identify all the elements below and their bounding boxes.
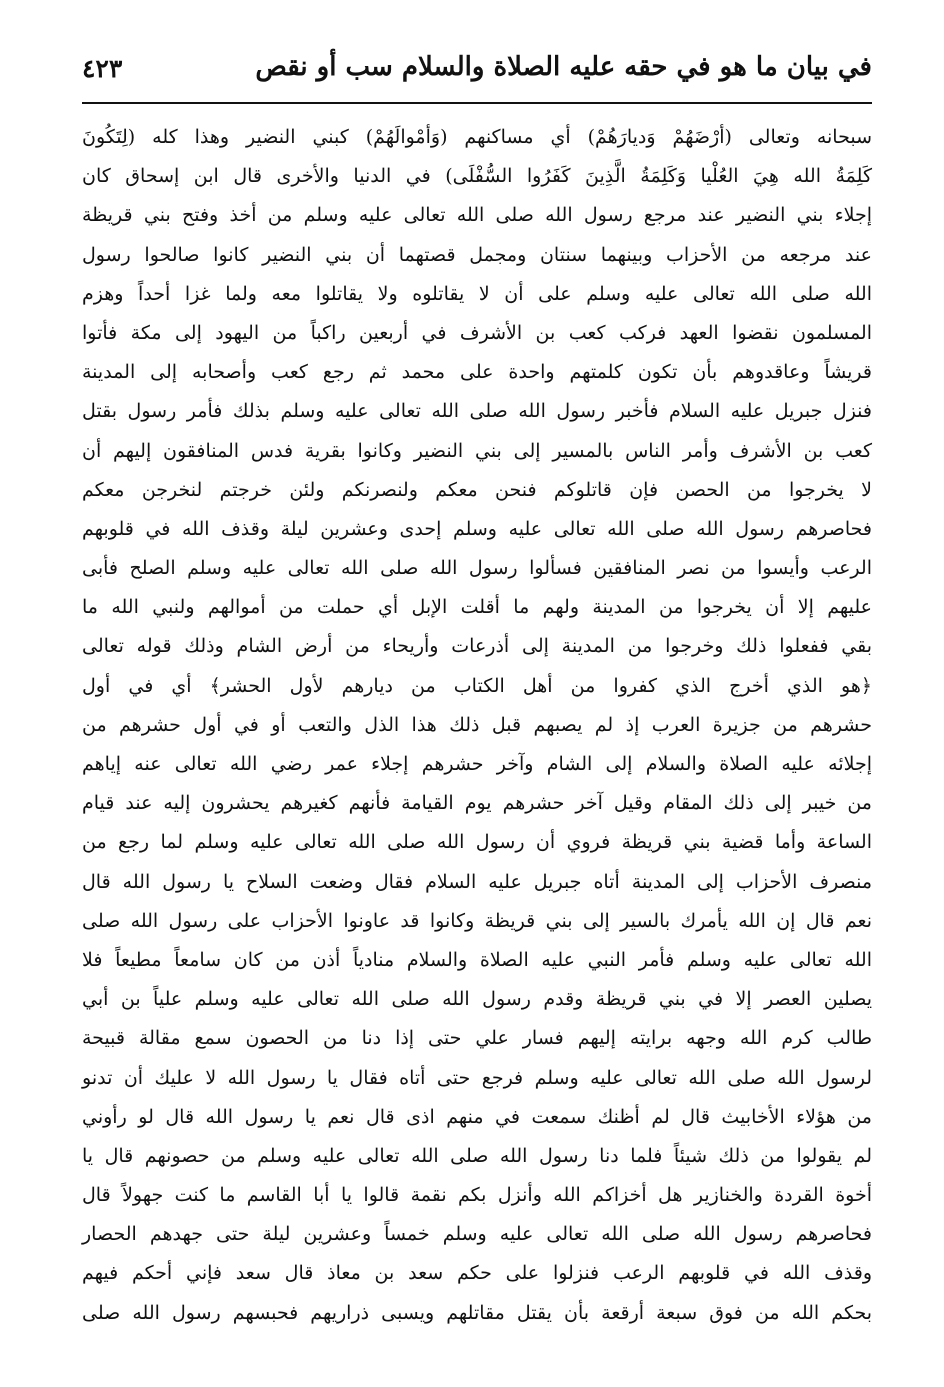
text-line: بقي ففعلوا ذلك وخرجوا من المدينة إلى أذرعات وأريحاء من أرض الشام وذلك قوله تعالى <box>82 635 872 658</box>
text-line: نعم قال إن الله يأمرك بالسير إلى بني قريظة وكانوا قد عاونوا الأحزاب على رسول الله صلى <box>82 909 872 932</box>
text-line: وقذف الله في قلوبهم الرعب فنزلوا على حكم سعد بن معاذ قال سعد فإني أحكم فيهم <box>82 1262 872 1285</box>
text-line: يصلين العصر إلا في بني قريظة وقدم رسول الله صلى الله تعالى عليه وسلم علياً بن أبي <box>82 988 872 1011</box>
text-line: كَلِمَةُ الله هِيَ العُلْيا وَكَلِمَةُ الَّذِينَ كَفَرُوا السُّفْلَى) في الدنيا والأخرى قال ابن إسحاق كان <box>82 165 872 188</box>
body-text <box>82 118 872 1333</box>
text-line: سبحانه وتعالى (أرْضَهُمْ وَديارَهُمْ) أي مساكنهم (وَأمْوالَهُمْ) كبني النضير وهذا كله (لِتَكُونَ <box>82 126 872 148</box>
text-line: إجلائه عليه الصلاة والسلام إلى الشام وآخر حشرهم إجلاء عمر رضي الله تعالى عنه إياهم <box>82 753 872 775</box>
text-line: الرعب وأيسوا من نصر المنافقين فسألوا رسول الله صلى الله تعالى عليه وسلم الصلح فأبى <box>82 557 872 580</box>
text-line: عند مرجعه من الأحزاب وبينهما سنتان ومجمل قصتهما أن بني النضير كانوا صالحوا رسول <box>82 243 872 266</box>
text-line: طالب كرم الله وجهه برايته إليهم فسار علي حتى إذا دنا من الحصون سمع مقالة قبيحة <box>82 1027 873 1050</box>
text-line: منصرف الأحزاب إلى المدينة أتاه جبريل عليه السلام فقال وضعت السلاح يا رسول الله قال <box>82 870 872 893</box>
header-divider <box>82 102 872 104</box>
text-line: فحاصرهم رسول الله صلى الله تعالى عليه وسلم إحدى وعشرين ليلة وقذف الله في قلوبهم <box>82 517 872 540</box>
text-line: من هؤلاء الأخابيث قال لم أظنك سمعت في منهم اذى قال نعم يا رسول الله قال لو رأوني <box>82 1105 872 1128</box>
page-header <box>82 50 872 94</box>
text-line: من خيبر إلى ذلك المقام وقيل آخر حشرهم يوم القيامة فأنهم كغيرهم يحشرون إليه عند قيام <box>82 792 872 815</box>
text-line: الساعة وأما قضية بني قريظة فروي أن رسول الله صلى الله تعالى عليه وسلم لما رجع من <box>82 831 872 854</box>
text-line: الله تعالى عليه وسلم فأمر النبي عليه الصلاة والسلام منادياً أذن من كان سامعاً مطيعاً فلا <box>82 948 872 971</box>
text-line: الله صلى الله تعالى عليه وسلم على أن لا يقاتلوه ولا يقاتلوا معه ولما غزا أحداً وهزم <box>82 282 872 305</box>
text-line: فحاصرهم رسول الله صلى الله تعالى عليه وسلم خمساً وعشرين ليلة حتى جهدهم الحصار <box>82 1223 872 1246</box>
text-line: إجلاء بني النضير عند مرجع رسول الله صلى الله تعالى عليه وسلم من أخذ وفتح بني قريظة <box>82 204 872 227</box>
running-title: في بيان ما هو في حقه عليه الصلاة والسلام سب أو نقص <box>255 52 872 82</box>
text-line: لا يخرجوا من الحصن فإن قاتلوكم فنحن معكم ولنصرنكم ولئن خرجتم لنخرجن معكم <box>82 478 872 501</box>
text-line: لم يقولوا من ذلك شيئاً فلما دنا رسول الله صلى الله تعالى عليه وسلم من حصونهم قال يا <box>82 1144 872 1167</box>
text-line: عليهم إلا أن يخرجوا من المدينة ولهم ما أقلت الإبل أي حملت من أموالهم ولنبي الله ما <box>82 596 872 619</box>
text-line: فنزل جبريل عليه السلام فأخبر رسول الله صلى الله تعالى عليه وسلم بذلك فأمر رسول بقتل <box>82 400 872 423</box>
text-line: حشرهم من جزيرة العرب إذ لم يصبهم قبل ذلك هذا الذل والتعب أو في أول حشرهم من <box>82 713 872 736</box>
text-line: المسلمون نقضوا العهد فركب كعب بن الأشرف في أربعين راكباً من اليهود إلى مكة فأتوا <box>82 321 872 344</box>
text-line: قريشاً وعاقدوهم بأن تكون كلمتهم واحدة على محمد ثم رجع كعب وأصحابه إلى المدينة <box>82 361 872 384</box>
page-number: ٤٢٣ <box>82 54 123 83</box>
text-line: أخوة القردة والخنازير هل أخزاكم الله وأنزل بكم نقمة قالوا يا أبا القاسم ما كنت جهولاً قال <box>82 1184 872 1207</box>
text-line: كعب بن الأشرف وأمر الناس بالمسير إلى بني النضير وكانوا بقرية فدس المنافقون إليهم أن <box>82 439 872 462</box>
text-line: بحكم الله من فوق سبعة أرقعة بأن يقتل مقاتلهم ويسبى ذراريهم فحبسهم رسول الله صلى <box>82 1301 872 1324</box>
quran-quote-line: ﴿هو الذي أخرج الذي كفروا من أهل الكتاب من ديارهم لأول الحشر﴾ أي في أول <box>82 674 872 697</box>
text-line: لرسول الله صلى الله تعالى عليه وسلم فرجع حتى أتاه فقال يا رسول الله لا عليك أن تدنو <box>82 1066 872 1089</box>
